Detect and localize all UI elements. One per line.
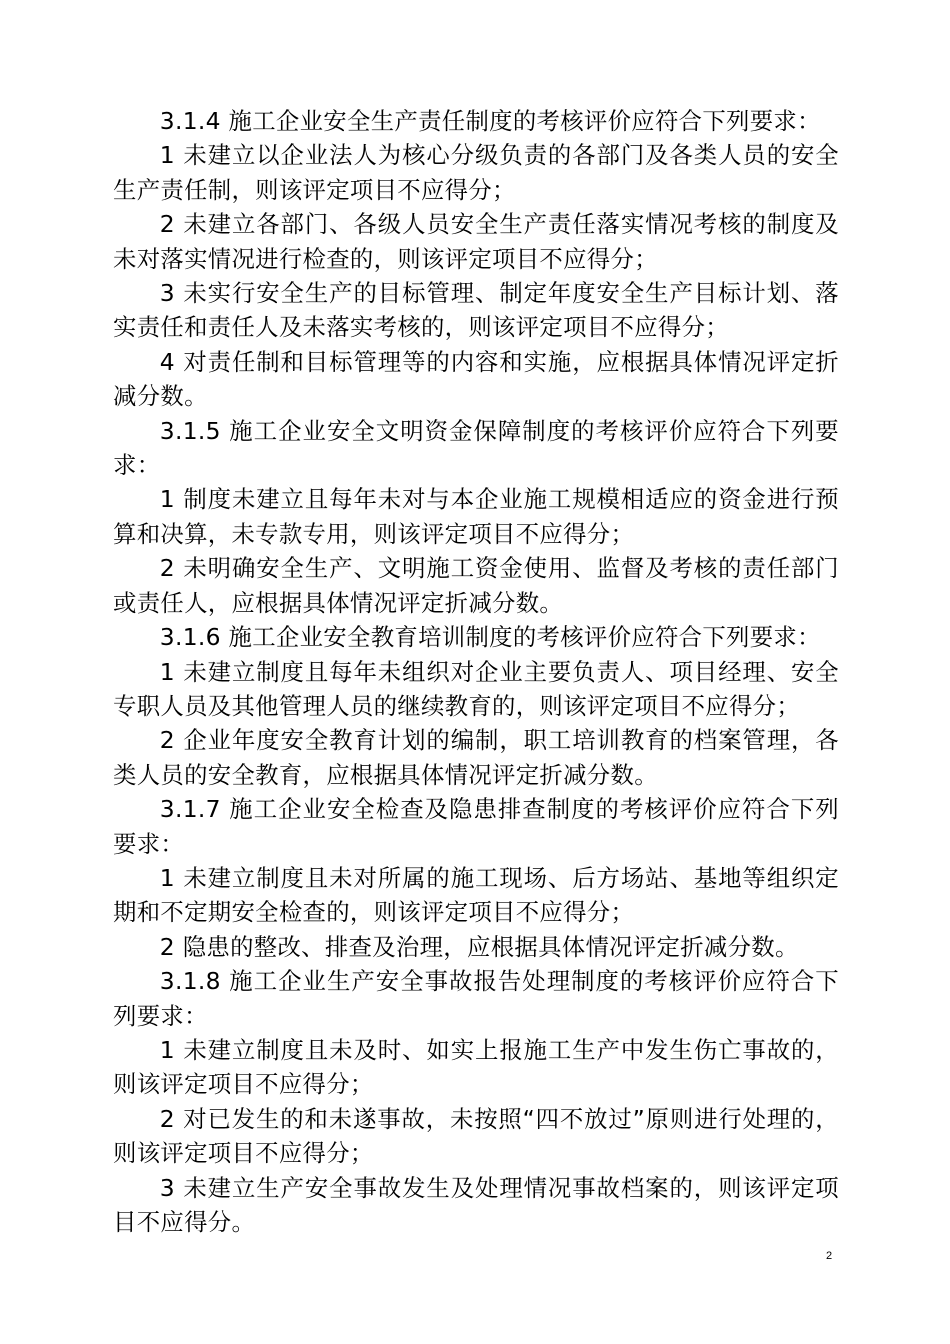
clause-item: 3 未建立生产安全事故发生及处理情况事故档案的，则该评定项目不应得分。 — [113, 1173, 839, 1236]
clause-3-1-5-heading: 3.1.5 施工企业安全文明资金保障制度的考核评价应符合下列要求： — [113, 416, 839, 480]
clause-item: 2 对已发生的和未遂事故，未按照“四不放过”原则进行处理的，则该评定项目不应得分； — [113, 1104, 839, 1168]
clause-3-1-7-heading: 3.1.7 施工企业安全检查及隐患排查制度的考核评价应符合下列要求： — [113, 795, 839, 858]
clause-item: 1 未建立制度且未对所属的施工现场、后方场站、基地等组织定期和不定期安全检查的，则该评定项目不应得分； — [113, 863, 839, 927]
clause-item: 2 未建立各部门、各级人员安全生产责任落实情况考核的制度及未对落实情况进行检查的，则该评定项目不应得分； — [113, 210, 839, 273]
clause-item: 2 企业年度安全教育计划的编制，职工培训教育的档案管理，各类人员的安全教育，应根据具体情况评定折减分数。 — [113, 726, 839, 789]
clause-item: 2 未明确安全生产、文明施工资金使用、监督及考核的责任部门或责任人，应根据具体情况评定折减分数。 — [113, 554, 839, 617]
clause-item: 1 未建立以企业法人为核心分级负责的各部门及各类人员的安全生产责任制，则该评定项目不应得分； — [113, 141, 839, 204]
clause-3-1-6-heading: 3.1.6 施工企业安全教育培训制度的考核评价应符合下列要求： — [159, 623, 821, 652]
clause-item: 1 未建立制度且每年未组织对企业主要负责人、项目经理、安全专职人员及其他管理人员的继续教育的，则该评定项目不应得分； — [113, 657, 839, 720]
clause-3-1-8-heading: 3.1.8 施工企业生产安全事故报告处理制度的考核评价应符合下列要求： — [113, 967, 839, 1030]
clause-item: 1 未建立制度且未及时、如实上报施工生产中发生伤亡事故的，则该评定项目不应得分； — [113, 1035, 839, 1099]
page-number: 2 — [826, 1250, 833, 1262]
document-body — [113, 104, 839, 1239]
clause-item: 2 隐患的整改、排查及治理，应根据具体情况评定折减分数。 — [159, 932, 799, 961]
clause-item: 3 未实行安全生产的目标管理、制定年度安全生产目标计划、落实责任和责任人及未落实考核的，则该评定项目不应得分； — [113, 279, 839, 342]
clause-item: 4 对责任制和目标管理等的内容和实施，应根据具体情况评定折减分数。 — [113, 347, 839, 411]
clause-3-1-4-heading: 3.1.4 施工企业安全生产责任制度的考核评价应符合下列要求： — [159, 107, 821, 135]
clause-item: 1 制度未建立且每年未对与本企业施工规模相适应的资金进行预算和决算，未专款专用，则该评定项目不应得分； — [113, 485, 839, 548]
